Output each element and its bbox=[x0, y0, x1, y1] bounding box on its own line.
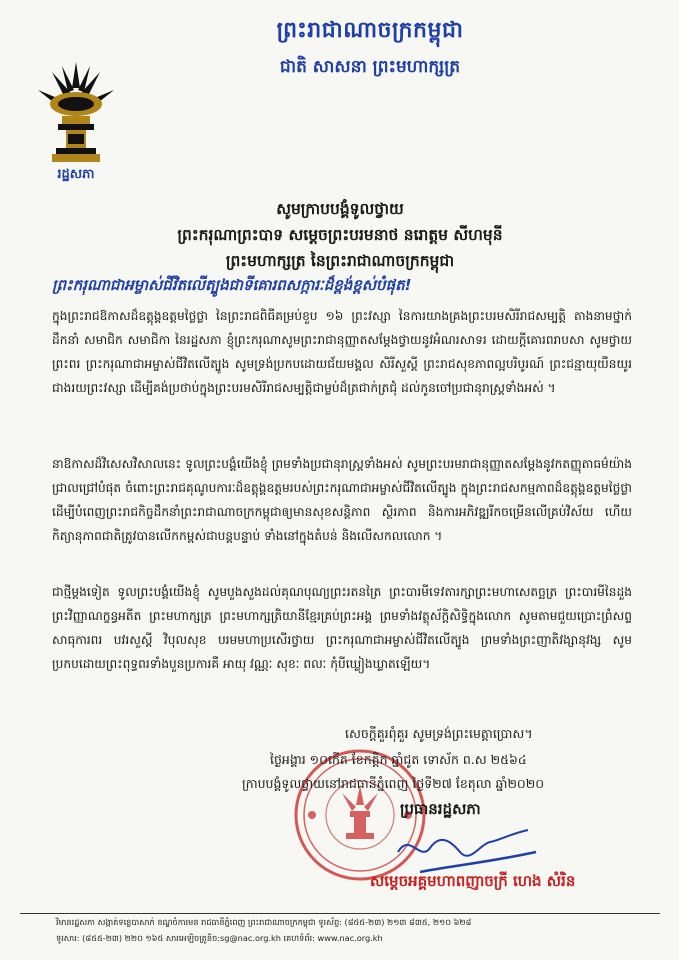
addressee-line-3: ព្រះមហាក្សត្រ នៃព្រះរាជាណាចក្រកម្ពុជា bbox=[225, 252, 455, 270]
body-paragraph-3: ជាថ្មីម្តងទៀត ទូលព្រះបង្គំយើងខ្ញុំ សូមបួងសួងដល់គុណបុណ្យព្រះរតនត្រៃ ព្រះបារមីទេវតារក្សាព្រះមហាសេតច្ឆត្រ ព្រះបារមីនៃដួងព្រះវិញ្ញាណក្ខន្ធអតីត ព្រះមហាក្សត្រ ព្រះមហាក្សត្រិយានីខ្មែរគ្រប់ព្រះអង្គ ព្រមទាំងវត្ថុស័ក្តិសិទ្ធិក្នុងលោក សូមតាមជួយប្រោះព្រំសព្ទសាធុការពរ បវរសួស្តី វិបុលសុខ បរមមហាប្រសើរថ្វាយ ព្រះករុណាជាអម្ចាស់ជីវិតលើត្បូង ព្រមទាំងព្រះញាតិវង្សានុវង្ស សូមប្រកបដោយព្រះពុទ្ធពរទាំងបួនប្រការគឺ អាយុ វណ្ណៈ សុខៈ ពលៈ កុំបីឃ្លៀងឃ្លាតឡើយ។ bbox=[52, 585, 632, 671]
closing-line: សេចក្តីគួរពុំគួរ សូមទ្រង់ព្រះមេត្តាប្រោស។ bbox=[345, 726, 533, 741]
footer-divider bbox=[20, 913, 660, 914]
signatory-title: ប្រធានរដ្ឋសភា bbox=[400, 800, 481, 818]
salutation: ព្រះករុណាជាអម្ចាស់ជីវិតលើត្បូងជាទីគោរពសក្ការៈដ៏ខ្ពង់ខ្ពស់បំផុត! bbox=[52, 276, 412, 294]
place-and-date: ក្រាបបង្គំទូលថ្វាយនៅរាជធានីភ្នំពេញ ថ្ងៃទី២៧ ខែតុលា ឆ្នាំ២០២០ bbox=[242, 776, 545, 791]
lunar-date: ថ្ងៃអង្គារ ១០កើត ខែកត្តិក ឆ្នាំជូត ទោស័ក ព.ស ២៥៦៤ bbox=[270, 752, 527, 767]
addressee-line-1: សូមក្រាបបង្គំទូលថ្វាយ bbox=[276, 200, 404, 218]
body-paragraph-1: ក្នុងព្រះរាជឱកាសដ៏ឧត្តុង្គឧត្តមថ្លៃថ្លា នៃព្រះរាជពិធីគម្រប់ខួប ១៦ ព្រះវស្សា នៃការយាងគ្រងព្រះបរមសិរីរាជសម្បត្តិ តាងនាមថ្នាក់ដឹកនាំ សមាជិក សមាជិកា នៃរដ្ឋសភា ខ្ញុំព្រះករុណាសូមព្រះរាជានុញ្ញាតសម្តែងថ្វាយនូវអំណរសាទរ ដោយក្តីគោរពរាបសា សូមថ្វាយព្រះពរ ព្រះករុណាជាអម្ចាស់ជីវិតលើត្បូង សូមទ្រង់ប្រកបដោយជ័យមង្គល សិរីសួស្តី ព្រះរាជសុខភាពល្អបរិបូរណ៍ ព្រះជន្មាយុយឺនយូរជាងរយព្រះវស្សា ដើម្បីគង់ប្រថាប់ក្នុងព្រះបរមសិរីរាជសម្បត្តិជាម្លប់ដ៏ត្រជាក់ត្រជុំ ដល់កូនចៅប្រជានុរាស្ត្រទាំងអស់ ។ bbox=[52, 309, 632, 395]
national-assembly-emblem-icon bbox=[32, 58, 120, 168]
signer-name: សម្តេចអគ្គមហាពញាចក្រី ហេង សំរិន bbox=[370, 872, 576, 890]
national-motto: ជាតិ សាសនា ព្រះមហាក្សត្រ bbox=[279, 57, 461, 77]
footer-address: វិមានរដ្ឋសភា សង្កាត់ទន្លេបាសាក់ ខណ្ឌចំការមន រាជធានីភ្នំពេញ ព្រះរាជាណាចក្រកម្ពុជា ទូរស័ព្ទ: (៨៥៥-២៣) ២១៣ ៨៣៥, ២១០ ៦២៨ bbox=[56, 917, 472, 927]
kingdom-title: ព្រះរាជាណាចក្រកម្ពុជា bbox=[276, 18, 464, 43]
addressee-line-2: ព្រះករុណាព្រះបាទ សម្តេចព្រះបរមនាថ នរោត្តម សីហមុនី bbox=[177, 226, 503, 244]
addressee-block bbox=[60, 196, 620, 274]
footer-contact: ទូរសារ: (៨៥៥-២៣) ២២០ ១៦៥ សារអេឡិចត្រូនិច:sg@nac.org.kh គេហទំព័រ: www.nac.org.kh bbox=[56, 933, 383, 943]
emblem-caption: រដ្ឋសភា bbox=[57, 167, 95, 182]
body-paragraph-2: នាឱកាសដ៏វិសេសវិសាលនេះ ទូលព្រះបង្គំយើងខ្ញុំ ព្រមទាំងប្រជានុរាស្ត្រទាំងអស់ សូមព្រះបរមរាជានុញ្ញាតសម្តែងនូវកតញ្ញុតាធម៌យ៉ាងជ្រាលជ្រៅបំផុត ចំពោះព្រះរាជគុណូបការៈដ៏ឧត្តុង្គឧត្តមរបស់ព្រះករុណាជាអម្ចាស់ជីវិតលើត្បូង ក្នុងព្រះរាជសកម្មភាពដ៏ឧត្តុង្គឧត្តមថ្លៃថ្លា ដើម្បីបំពេញព្រះរាជកិច្ចដឹកនាំព្រះរាជាណាចក្រកម្ពុជាឲ្យមានសុខសន្តិភាព ស្ថិរភាព និងការអភិវឌ្ឍរីកចម្រើនលើគ្រប់វិស័យ ហើយកិត្យានុភាពជាតិត្រូវបានលើកកម្ពស់ជាបន្តបន្ទាប់ ទាំងនៅក្នុងតំបន់ និងលើសកលលោក ។ bbox=[52, 457, 632, 543]
